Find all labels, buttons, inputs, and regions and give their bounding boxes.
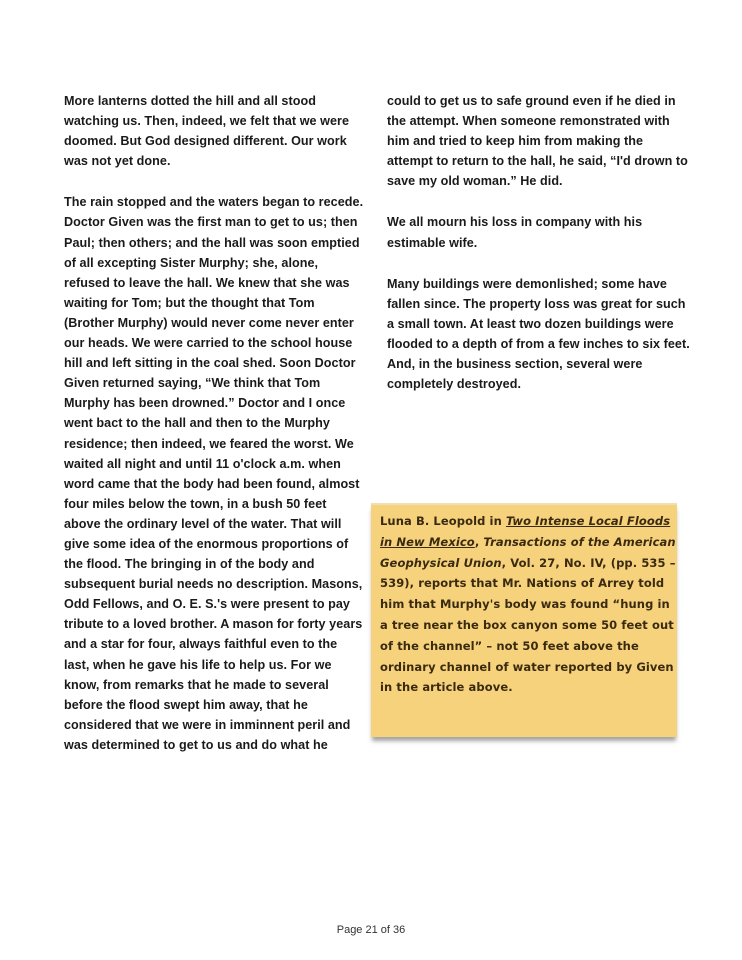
note-article-title: Two Intense Local Floods in New Mexico (380, 514, 671, 549)
paragraph-safe-ground: could to get us to safe ground even if he died in the attempt. When someone remonstrated with him and tried to keep him from making the attempt to return to the hall, he said, “I'd drown to save my old woman.” He did. (387, 94, 688, 189)
note-separator: , (474, 534, 484, 549)
page-footer: Page 21 of 36 (336, 924, 406, 936)
highlighted-note-box (371, 503, 677, 737)
paragraph-mourn: We all mourn his loss in company with his estimable wife. (387, 215, 643, 250)
paragraph-lanterns: More lanterns dotted the hill and all stood watching us. Then, indeed, we felt that we were doomed. But God designed different. Our work was not yet done. (64, 94, 350, 169)
note-journal: Transactions of the American Geophysical Union (380, 534, 676, 570)
note-lead: Luna B. Leopold in (380, 514, 506, 528)
right-column (387, 91, 692, 394)
note-body: , Vol. 27, No. IV, (pp. 535 – 539), reports that Mr. Nations of Arrey told him that Murphy's body was found “hung in a tree near the box canyon some 50 feet out of the channel” – not 50 feet above the ordinary channel of water reported by Given in the article above. (380, 555, 676, 695)
paragraph-rain-stopped: The rain stopped and the waters began to recede. Doctor Given was the first man to get to us; then Paul; then others; and the hall was soon emptied of all excepting Sister Murphy; she, alone, refused to leave the hall. We knew that she was waiting for Tom; but the thought that Tom (Brother Murphy) would never come never enter our heads. We were carried to the school house hill and left sitting in the coal shed. Soon Doctor Given returned saying, “We think that Tom Murphy has been drowned.” Doctor and I once went bact to the hall and then to the Murphy residence; then indeed, we feared the worst. We waited all night and until 11 o'clock a.m. when word came that the body had been found, almost four miles below the town, in a bush 50 feet above the ordinary level of the water. That will give some idea of the enormous proportions of the flood. The bringing in of the body and subsequent burial needs no description. Masons, Odd Fellows, and O. E. S.'s were present to pay tribute to a loved brother. A mason for forty years and a star for four, always faithful even to the last, when he gave his life to help us. For we know, from remarks that he made to several before the flood swept him away, that he considered that we were in imminnent peril and was determined to get to us and do what he (64, 195, 364, 752)
paragraph-buildings: Many buildings were demonlished; some have fallen since. The property loss was great for such a small town. At least two dozen buildings were flooded to a depth of from a few inches to six feet. And, in the business section, several were completely destroyed. (387, 276, 690, 392)
left-column (64, 91, 364, 755)
note-text (380, 511, 676, 698)
